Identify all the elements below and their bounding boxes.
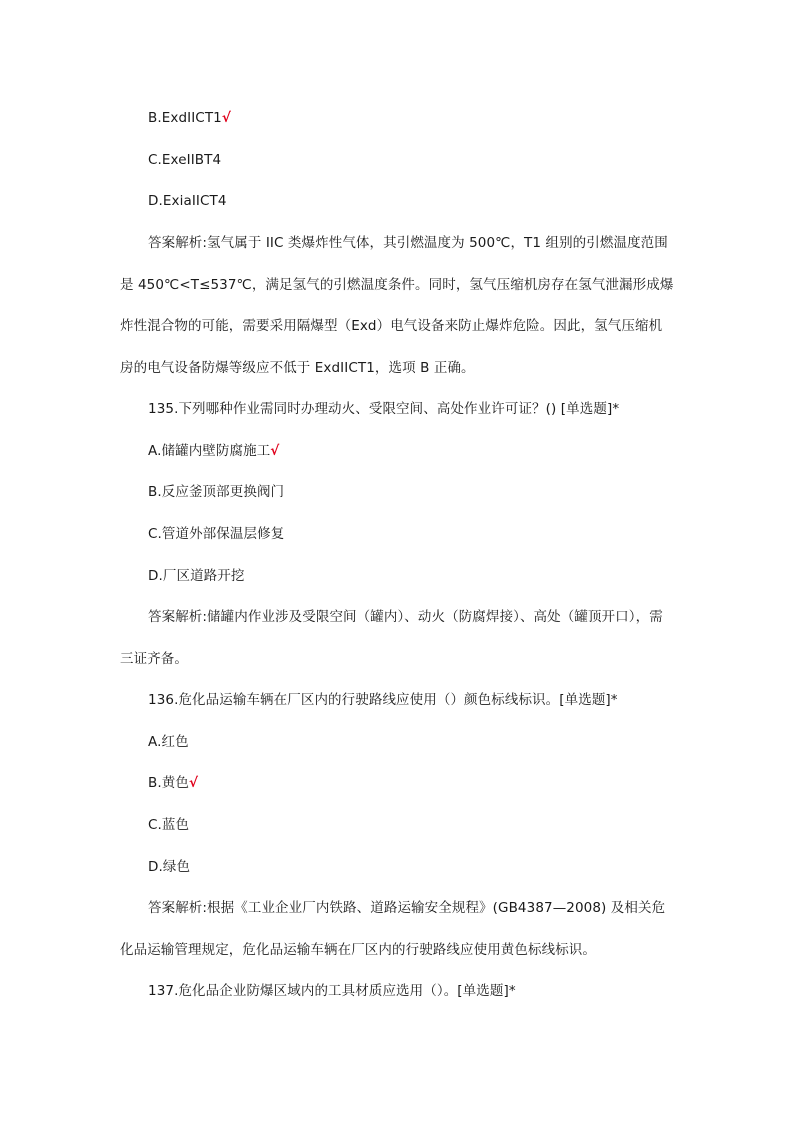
option-line: D.厂区道路开挖 bbox=[148, 568, 245, 584]
option-line: B.黄色√ bbox=[148, 775, 199, 791]
option-line: A.红色 bbox=[148, 734, 189, 750]
answer-explanation: 房的电气设备防爆等级应不低于 ExdIICT1，选项 B 正确。 bbox=[120, 360, 475, 376]
check-icon: √ bbox=[188, 775, 199, 791]
option-line: D.ExiaIICT4 bbox=[148, 193, 227, 209]
option-line: B.ExdIICT1√ bbox=[148, 110, 231, 126]
question-135: 135.下列哪种作业需同时办理动火、受限空间、高处作业许可证？() [单选题]* bbox=[148, 401, 620, 417]
answer-explanation: 是 450℃<T≤537℃，满足氢气的引燃温度条件。同时，氢气压缩机房存在氢气泄漏形成爆 bbox=[120, 277, 674, 293]
question-137: 137.危化品企业防爆区域内的工具材质应选用（）。[单选题]* bbox=[148, 983, 516, 999]
answer-explanation: 化品运输管理规定，危化品运输车辆在厂区内的行驶路线应使用黄色标线标识。 bbox=[120, 942, 596, 958]
answer-explanation: 炸性混合物的可能，需要采用隔爆型（Exd）电气设备来防止爆炸危险。因此，氢气压缩机 bbox=[120, 318, 663, 334]
answer-explanation: 三证齐备。 bbox=[120, 651, 188, 667]
answer-explanation: 答案解析:氢气属于 IIC 类爆炸性气体，其引燃温度为 500℃，T1 组别的引燃温度范围 bbox=[148, 235, 668, 251]
answer-explanation: 答案解析:根据《工业企业厂内铁路、道路运输安全规程》(GB4387—2008) 及相关危 bbox=[148, 900, 666, 916]
option-line: C.ExeIIBT4 bbox=[148, 152, 222, 168]
check-icon: √ bbox=[221, 110, 231, 126]
question-136: 136.危化品运输车辆在厂区内的行驶路线应使用（）颜色标线标识。[单选题]* bbox=[148, 692, 618, 708]
option-line: D.绿色 bbox=[148, 859, 191, 875]
option-line: C.蓝色 bbox=[148, 817, 190, 833]
option-line: A.储罐内壁防腐施工√ bbox=[148, 443, 280, 459]
check-icon: √ bbox=[270, 443, 280, 459]
option-line: C.管道外部保温层修复 bbox=[148, 526, 285, 542]
answer-explanation: 答案解析:储罐内作业涉及受限空间（罐内）、动火（防腐焊接）、高处（罐顶开口），需 bbox=[148, 609, 663, 625]
option-line: B.反应釜顶部更换阀门 bbox=[148, 484, 285, 500]
